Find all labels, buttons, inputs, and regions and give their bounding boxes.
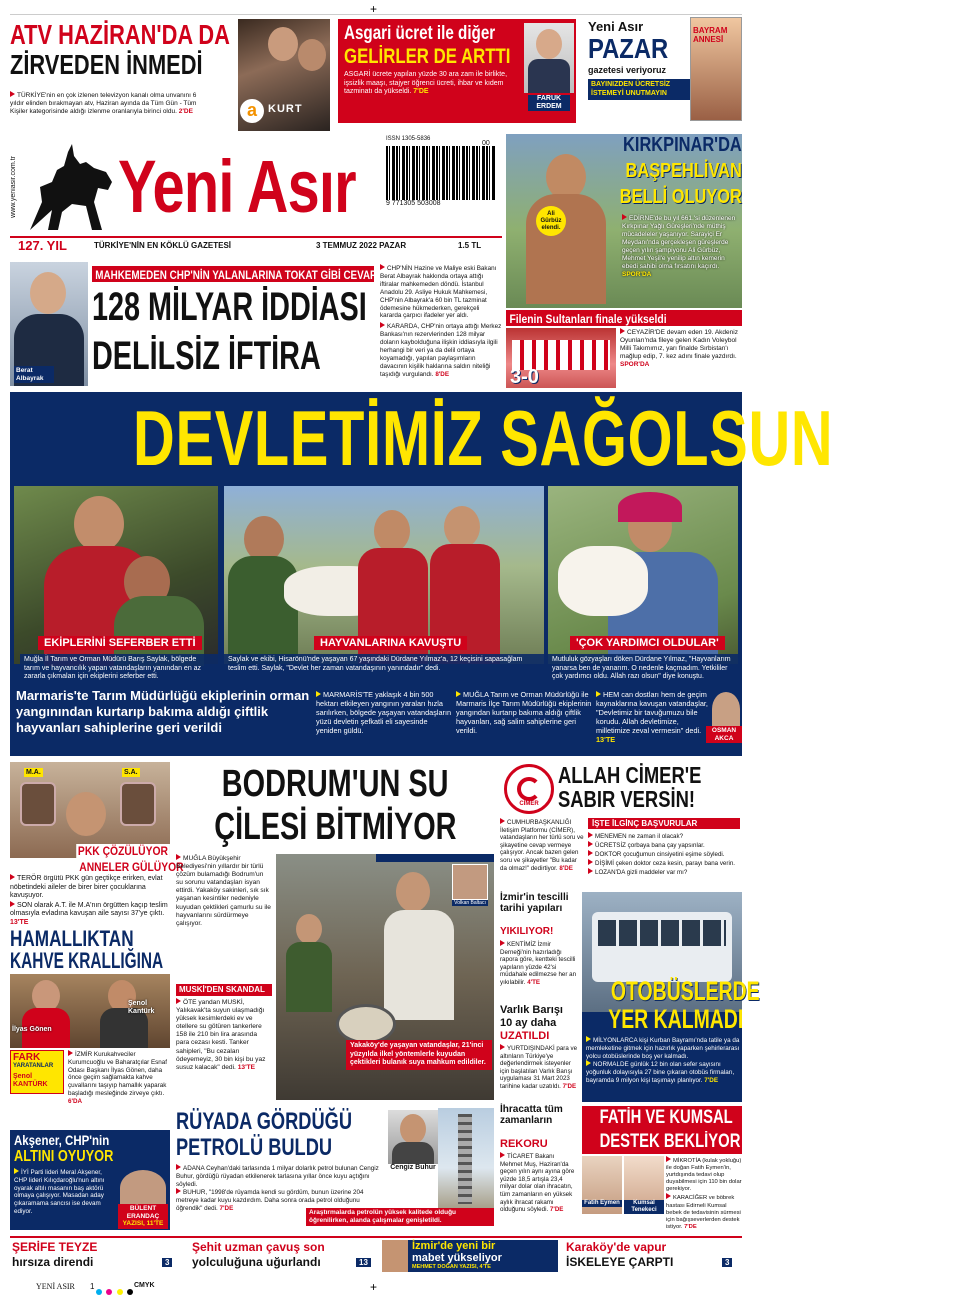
varlik-title-3: UZATILDI	[500, 1030, 550, 1042]
issn: ISSN 1305-5836	[386, 136, 431, 142]
bodrum-photo-caption: Yakaköy'de yaşayan vatandaşlar, 21'inci yüzyılda ilkel yöntemlerle kuyudan çektikleri bulanık suya mahkum edildiler.	[346, 1040, 492, 1070]
asgari-person-photo	[524, 23, 574, 93]
pazar-magazine-title: BAYRAM ANNESİ	[693, 26, 728, 44]
hamal-body: İZMİR Kurukahveciler Kurumcuoğlu ve Baharatçılar Esnaf Odası Başkanı İlyas Gönen, daha önce geçim sağlamakta kahve çuvallarını taşıyıp hamallık yaparak başladığı mesleğinde zirveye çıktı. 6'DA	[68, 1051, 168, 1105]
iddia-title-1: 128 MİLYAR İDDİASI	[92, 285, 367, 329]
aksener-title-1: Akşener, CHP'nin	[14, 1132, 110, 1148]
pkk-title-2: ANNELER GÜLÜYOR	[79, 860, 184, 874]
atv-body: TÜRKİYE'nin en çok izlenen televizyon kanalı olma unvanını 6 yıldır elinden bırakmayan atv, Haziran ayında da Tüm Gün - Tüm Kişiler kategorisinde aldığı izlenme oranlarıyla birinci oldu. 2'DE	[10, 92, 197, 115]
farm-badge-1: FARK	[13, 1052, 41, 1063]
petrol-caption: Araştırmalarda petrolün yüksek kalitede olduğu öğrenilirken, alanda çalışmalar genişletildi.	[306, 1208, 494, 1226]
cimer-logo: CİMER	[504, 764, 554, 814]
kirkpinar-body: EDİRNE'de bu yıl 661.'si düzenlenen Kırkpınar Yağlı Güreşleri'nde müthiş mücadeleler yaşanıyor. Sarayiçi Er Meydanı'nda gerçekleşen güreşlerde geçen yılın şampiyonu Ali Gürbüz, Mehmet Yeşil'e yenilip altın kemerin ebedi sahibi olma fırsatını kaçırdı. SPOR'DA	[622, 215, 736, 278]
farm-badge	[10, 1050, 64, 1094]
atv-teaser[interactable]	[10, 19, 332, 131]
atv-show: KURT	[268, 103, 303, 115]
fatih-title-1: FATİH VE KUMSAL	[599, 1107, 733, 1128]
reporter-photo	[452, 864, 488, 900]
kirkpinar-title-1: KIRKPINAR'DA	[623, 134, 742, 156]
varlik-title-1: Varlık Barışı	[500, 1004, 563, 1016]
bottom-3-title-2: mabet yükseliyor	[412, 1252, 502, 1264]
bottom-story-4[interactable]	[562, 1240, 742, 1272]
bottom-strip	[10, 1236, 742, 1272]
pazar-sub: gazetesi veriyoruz	[588, 65, 667, 75]
otobus-story[interactable]	[582, 892, 760, 1102]
aksener-body: İYİ Parti lideri Meral Akşener, CHP lideri Kılıçdaroğlu'nun altını oyarak altılı masanın baş aktörü olmaya çalışıyor. Masadan aday çıkaramama sancısı ise devam ediyor.	[14, 1169, 105, 1215]
cimer-body: CUMHURBAŞKANLIĞI İletişim Platformu (CİMER), vatandaşların her türlü soru ve şikayetine cevap vermeye çalışıyor. Ancak bazen gelen soru ve şikayetler "Bu kadar da olmaz!" dedirtiyor. 8'DE	[500, 819, 584, 872]
bottom-story-1[interactable]	[10, 1240, 186, 1272]
fatih-photo	[582, 1156, 622, 1214]
pkk-label-sa: S.A.	[124, 769, 138, 776]
bottom-4-page: 3	[722, 1258, 732, 1267]
price: 1.5 TL	[458, 241, 482, 250]
bodrum-kicker: MUSKİ'DEN SKANDAL	[176, 984, 272, 996]
ihracat-title-1: İhracatta tüm zamanların	[500, 1104, 563, 1126]
cap3-body: Mutluluk gözyaşları döken Dürdane Yılmaz, "Hayvanlarım yanarsa ben de yanarım. O nedenle kaçmadım. Yetkililer çok yardımcı oldu. Allah razı olsun" diye konuştu.	[548, 654, 738, 684]
bottom-1-title-2: hırsıza direndi	[12, 1255, 94, 1269]
osman-akca-photo	[712, 692, 740, 726]
petrol-title-1: RÜYADA GÖRDÜĞÜ	[176, 1108, 352, 1135]
bodrum-photo	[276, 854, 494, 1100]
bodrum-title-2: ÇİLESİ BİTMİYOR	[214, 806, 457, 848]
iddia-story[interactable]	[10, 262, 502, 386]
bodrum-title-1: BODRUM'UN SU	[221, 763, 449, 805]
ihracat-body: TİCARET Bakanı Mehmet Muş, Haziran'da geçen yılın aynı ayına göre yüzde 18,5 artışla 23,4 milyar dolar olan ihracatın, tüm zamanların en yüksek aylık ihracat rakamı olduğunu söyledi. 7'DE	[500, 1153, 575, 1214]
top-strip	[10, 14, 742, 132]
barcode	[386, 146, 496, 200]
pazar-note: BAYINIZDEN ÜCRETSİZ İSTEMEYİ UNUTMAYIN	[588, 79, 692, 100]
atv-title-2: ZİRVEDEN İNMEDİ	[10, 49, 203, 80]
pkk-story[interactable]	[10, 762, 184, 926]
hamal-title-1: HAMALLIKTAN	[10, 926, 134, 951]
registration-mark-bottom: +	[370, 1280, 378, 1294]
cimer-title-1: ALLAH CİMER'E	[558, 762, 702, 788]
cimer-story[interactable]	[500, 762, 742, 886]
ihracat-title-2: REKORU	[500, 1138, 548, 1150]
cimer-list-item: LOZAN'DA gizli maddeler var mı?	[588, 868, 740, 877]
site-url: www.yeniasir.com.tr	[10, 156, 17, 218]
varlik-title-2: 10 ay daha	[500, 1017, 557, 1029]
otobus-body: MİLYONLARCA kişi Kurban Bayramı'nda tatile ya da memleketine gitmek için hazırlık yaparken şehirlerarası yolcu otobüslerinde boş yer kalmadı. NORMALDE günlük 12 bin olan sefer sayısını yoğunluk dolayısıyla 27 bine çıkaran otobüs firmaları, bayramda 9 milyon kişi taşımayı planlıyor. 7'DE	[586, 1037, 740, 1084]
petrol-title-2: PETROLÜ BULDU	[176, 1134, 333, 1161]
filenin-score: 3-0	[510, 366, 539, 388]
buhur-name: Cengiz Buhur	[390, 1164, 436, 1171]
bodrum-story[interactable]	[176, 762, 494, 1104]
hamal-story[interactable]	[10, 926, 170, 1126]
kirkpinar-title-2: BAŞPEHLİVAN	[625, 160, 742, 182]
bottom-story-3[interactable]	[382, 1240, 558, 1272]
filenin-story[interactable]	[506, 310, 742, 390]
barcode-number: 9 771305 503008	[386, 200, 441, 207]
erandac-photo	[120, 1170, 166, 1206]
pazar-brand: Yeni Asır	[588, 19, 644, 34]
iddia-kicker: MAHKEMEDEN CHP'NİN YALANLARINA TOKAT GİBİ CEVAP	[92, 266, 374, 282]
izmir-title-2: YIKILIYOR!	[500, 926, 554, 937]
asgari-person-name: FARUK ERDEM	[528, 95, 570, 111]
kirkpinar-story[interactable]	[506, 134, 742, 308]
bottom-2-title-1: Şehit uzman çavuş son	[192, 1240, 325, 1254]
cimer-list-item: DİŞİMİ çeken doktor ceza kesin, parayı bana verin.	[588, 859, 740, 868]
color-dots	[96, 1282, 136, 1292]
izmir-body: KENTİMİZ İzmir Derneği'nin hazırladığı rapora göre, kentteki tescilli yapıların yüzde 42'si müdahale edilmezse her an yıkılabilir. 4'TE	[500, 941, 577, 986]
cimer-list-item: ÜCRETSİZ çorbaya bana çay yapsınlar.	[588, 841, 740, 850]
cap2-body: Saylak ve ekibi, Hisarönü'nde yaşayan 67 yaşındaki Dürdane Yılmaz'a, 12 keçisini sapasağlam teslim etti. Saylak, "Devlet her zaman vatandaşının yanındadır" dedi.	[224, 654, 544, 675]
filenin-title: Filenin Sultanları finale yükseldi	[506, 310, 742, 326]
main-col-1: MARMARİS'TE yaklaşık 4 bin 500 hektarı etkileyen yangının yaraları hızla sarılırken, bölgede yaşayan vatandaşların yüzü devletin şefkatli eli sayesinde yeniden güldü.	[316, 690, 452, 735]
bottom-4-title-2: İSKELEYE ÇARPTI	[566, 1255, 674, 1269]
otobus-title-1: OTOBÜSLERDE	[610, 976, 760, 1006]
cimer-list-title: İŞTE İLGİNÇ BAŞVURULAR	[588, 818, 740, 829]
kumsal-photo	[624, 1156, 664, 1214]
kirkpinar-title-3: BELLİ OLUYOR	[619, 186, 742, 208]
pkk-body: TERÖR örgütü PKK gün geçtikçe erirken, evlat nöbetindeki aileler de birer birer çocuklarına kavuşuyor. SON olarak A.T. ile M.A'nın örgütten kaçıp teslim olmasıyla evladına kavuşan aile sayısı 37'ye çıktı. 13'TE	[10, 875, 168, 926]
footer-cmyk: CMYK	[134, 1282, 155, 1289]
albayrak-name: Berat Albayrak	[14, 366, 54, 383]
aksener-title-2: ALTINI OYUYOR	[14, 1148, 114, 1165]
otobus-title-2: YER KALMADI	[608, 1004, 744, 1034]
asgari-body: ASGARİ ücrete yapılan yüzde 30 ara zam ile birlikte, işsizlik maaşı, stajyer öğrenci ücreti, ihbar ve kıdem tazminatı da yükseldi. 7'DE	[344, 71, 508, 95]
izmir-story[interactable]	[500, 892, 578, 1000]
masthead	[10, 136, 502, 258]
pkk-title-1: PKK ÇÖZÜLÜYOR	[78, 844, 169, 858]
cimer-list-item: MENEMEN ne zaman il olacak?	[588, 832, 740, 841]
hamal-person-1: İlyas Gönen	[12, 1026, 52, 1033]
aksener-story[interactable]	[10, 1130, 170, 1230]
cap2-title: HAYVANLARINA KAVUŞTU	[314, 636, 467, 650]
pazar-title: PAZAR	[588, 33, 669, 64]
footer	[10, 1278, 742, 1300]
main-deck: Marmaris'te Tarım Müdürlüğü ekiplerinin orman yangınından kurtarıp bakıma aldığı çiftlik hayvanları sahiplerine geri verildi	[16, 688, 310, 735]
bottom-story-2[interactable]	[190, 1240, 378, 1272]
main-col-3: HEM can dostları hem de geçim kaynaklarına kavuşan vatandaşlar, "Devletimiz bir tavuğumuzu bile korudu. Allah devletimize, milletimize zeval vermesin" dedi. 13'TE	[596, 690, 708, 744]
bottom-3-writer: MEHMET DOĞAN YAZISI, 4'TE	[412, 1264, 491, 1270]
bottom-4-title-1: Karaköy'de vapur	[566, 1240, 667, 1254]
osman-akca-name: OSMAN AKCA	[706, 726, 742, 743]
main-headline: DEVLETİMİZ SAĞOLSUN	[133, 394, 834, 482]
varlik-body: YURTDIŞINDAKİ para ve altınların Türkiye'ye değerlendirmek isteyenler için başlatılan Varlık Barışı uygulaması 31 Mart 2023 tarihine kadar uzatıldı. 7'DE	[500, 1045, 578, 1090]
pazar-promo[interactable]	[582, 17, 742, 125]
atv-title-1: ATV HAZİRAN'DA DA	[10, 19, 230, 50]
cimer-title-2: SABIR VERSİN!	[558, 786, 695, 812]
bottom-2-page: 13	[356, 1258, 371, 1267]
asgari-title-1: Asgari ücret ile diğer	[344, 23, 496, 44]
hamal-person-2: Şenol Kantürk	[128, 1000, 155, 1015]
iddia-title-2: DELİLSİZ İFTİRA	[92, 334, 321, 378]
footer-page: 1	[90, 1282, 95, 1291]
year-label: 127. YIL	[18, 238, 67, 253]
bodrum-body-1: MUĞLA Büyükşehir Belediyesi'nin yıllardır bir türlü çözüm bulamadığı Bodrum'un su sorunu vatandaşları isyan ettirdi. Yakaköy sakinleri, sık sık yaşanan kesintiler nedeniyle kuyudan çektikleri çamurlu su ile hayvanlarını sürdürmeye çalışıyor.	[176, 855, 271, 927]
fatih-story[interactable]	[582, 1106, 742, 1234]
izmir-title-1: İzmir'in tescilli tarihi yapıları	[500, 892, 569, 914]
pkk-label-ma: M.A.	[26, 769, 41, 776]
ihracat-story[interactable]	[500, 1104, 578, 1234]
atv-photo	[238, 19, 330, 131]
fatih-title-2: DESTEK BEKLİYOR	[599, 1131, 741, 1152]
varlik-story[interactable]	[500, 1004, 578, 1100]
main-story[interactable]	[10, 392, 834, 756]
petrol-story[interactable]	[176, 1108, 494, 1234]
bottom-1-title-1: ŞERİFE TEYZE	[12, 1240, 98, 1254]
reporter-name: Volkan Baltacı	[452, 900, 488, 906]
iddia-body: CHP'NİN Hazine ve Maliye eski Bakanı Berat Albayrak hakkında ortaya attığı iftiralar mahkemeden döndü. İstanbul Anadolu 29. Asliye Hukuk Mahkemesi, CHP'nin Albayrak'a 60 bin TL tazminat ödemesine hükmederken, gerekçeli kararda çarpıcı ifadeler yer aldı. KARARDA, CHP'nin ortaya attığı Merkez Bankası'nın rezervlerinden 128 milyar doların kaybolduğuna ilişkin iddiasıyla ilgili herhangi bir veri ya da delil ortaya koyamadığı, yapılan paylaşımların davacının kişilik haklarına saldırı niteliği taşıdığı vurgulandı. 8'DE	[380, 265, 502, 378]
bottom-3-title-1: İzmir'de yeni bir	[412, 1240, 496, 1252]
fatih-person-1: Fatih Eymen	[582, 1200, 622, 1207]
bodrum-body-2: ÖTE yandan MUSKİ, Yalıkavak'ta suyun ulaşmadığı yüksek kesimlerdeki ev ve otellere su götüren tankerlere 158 ile 210 bin lira arasında para cezası kesti. Tanker sahipleri, "Bu cezaları ödeyemeyiz, 30 bin kişi bu yaz susuz kalacak" dedi. 13'TE	[176, 999, 266, 1071]
buhur-photo	[388, 1110, 438, 1164]
farm-badge-2: YARATANLAR	[13, 1063, 54, 1069]
filenin-body: CEYAZİR'DE devam eden 19. Akdeniz Oyunları'nda fileye gelen Kadın Voleybol Milli Takımımız, yarı finalde Sırbistan'ı mağlup edip, 7. kez adını finale yazdırdı. SPOR'DA	[620, 329, 738, 368]
slogan: TÜRKİYE'NİN EN KÖKLÜ GAZETESİ	[94, 241, 232, 250]
registration-mark: +	[370, 2, 378, 16]
issue-date: 3 TEMMUZ 2022 PAZAR	[316, 241, 407, 250]
atv-logo: a	[240, 99, 264, 123]
hamal-photo	[10, 974, 170, 1048]
albayrak-photo	[10, 262, 88, 386]
pazar-magazine	[690, 17, 742, 121]
asgari-teaser[interactable]	[338, 19, 576, 123]
asgari-title-2: GELİRLER DE ARTTI	[344, 45, 511, 68]
filenin-photo	[506, 328, 616, 388]
footer-name: YENİ ASIR	[36, 1282, 75, 1291]
kirkpinar-person: Ali Gürbüz elendi.	[536, 206, 566, 236]
horseman-icon	[22, 142, 122, 232]
farm-badge-name: Şenol KANTÜRK	[13, 1073, 48, 1088]
hamal-title-2: KAHVE KRALLIĞINA	[10, 948, 164, 973]
fatih-body: MİKROTİA (kulak yokluğu) ile doğan Fatih Eymen'in, yurtdışında tedavi olup duyabilmesi için 110 bin dolar gerekiyor. KARACİĞER ve böbrek hastası Edirneli Kumsal bebek de tedavisinin sürmesi için bağışseverlerden destek istiyor. 7'DE	[666, 1158, 742, 1230]
cap1-body: Muğla İl Tarım ve Orman Müdürü Barış Saylak, bölgede tarım ve hayvancılık yapan vatandaşların yanından en az zararla çıkmaları için ekiplerini seferber etti.	[20, 654, 218, 684]
petrol-rig-photo	[438, 1108, 494, 1208]
bottom-1-page: 3	[162, 1258, 172, 1267]
cimer-list-item: DOKTOR çocuğumun cinsiyetini eşime söyledi.	[588, 850, 740, 859]
main-col-2: MUĞLA Tarım ve Orman Müdürlüğü ile Marmaris İlçe Tarım Müdürlüğü ekiplerinin yangından kurtarıp bakıma aldığı çiftlik hayvanları, sağ salim sahiplerine geri verildi.	[456, 690, 592, 735]
barcode-issue: 00	[482, 140, 490, 147]
fatih-person-2: Kumsal Tenekeci	[624, 1200, 664, 1214]
masthead-logo: Yeni Asır	[118, 145, 356, 228]
cimer-list	[588, 832, 740, 877]
cap1-title: EKİPLERİNİ SEFERBER ETTİ	[38, 636, 202, 650]
cap3-title: 'ÇOK YARDIMCI OLDULAR'	[570, 636, 725, 650]
erandac-name: BÜLENT ERANDAÇ YAZISI, 11'TE	[118, 1204, 168, 1229]
bottom-2-title-2: yolculuğuna uğurlandı	[192, 1255, 321, 1269]
petrol-body: ADANA Ceyhan'daki tarlasında 1 milyar dolarlık petrol bulunan Cengiz Buhur, gördüğü rüyadan etkilenerek tarlasına yıllar önce kuyu açtığını söyledi. BUHUR, "1998'de rüyamda kendi su gördüm, bunun üzerine 204 metreye kadar kuyu kazdırdım. Daha sonra orada petrol olduğunu öğrendik" dedi. 7'DE	[176, 1165, 379, 1212]
